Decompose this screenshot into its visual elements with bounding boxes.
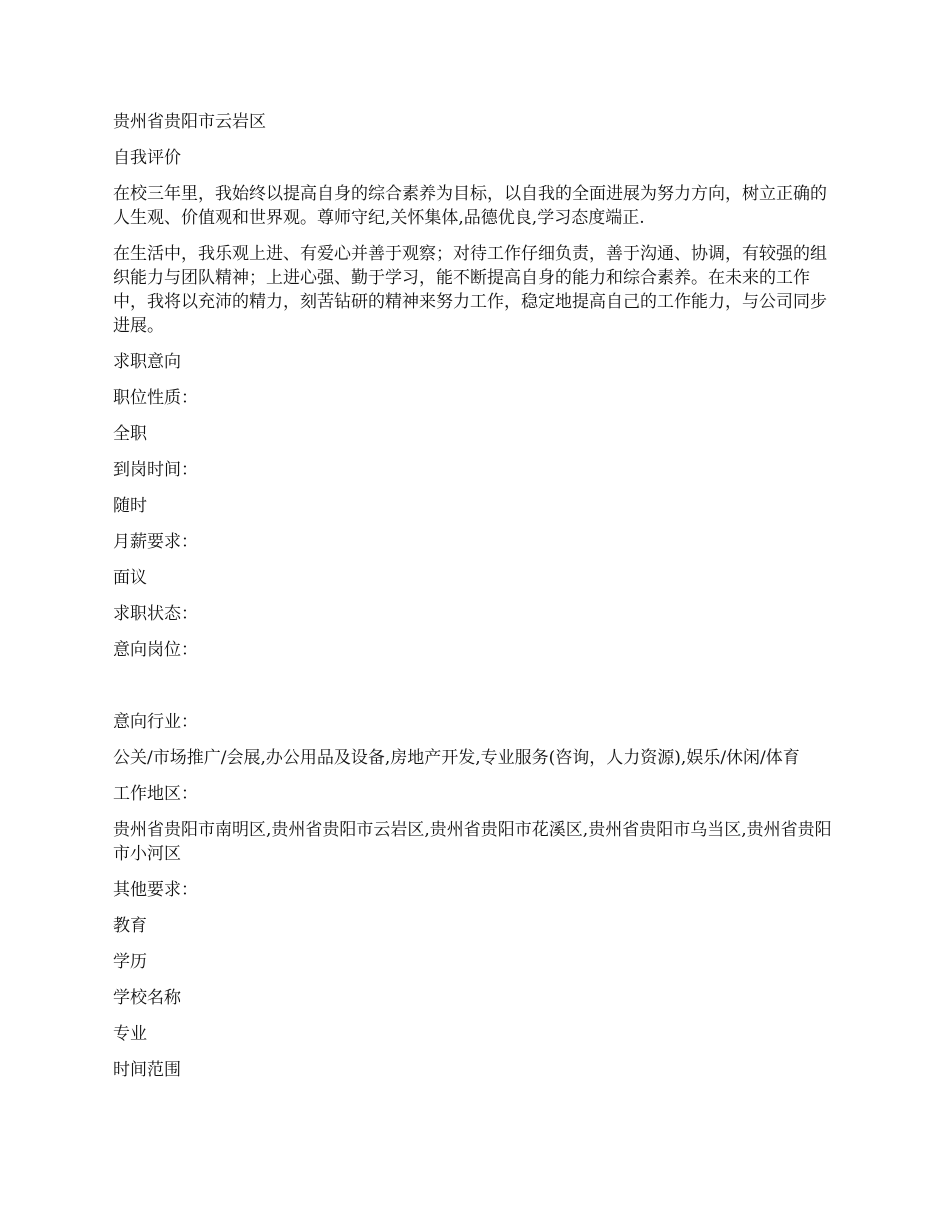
position-type-label: 职位性质： — [113, 388, 198, 408]
major-label: 专业 — [113, 1024, 147, 1044]
salary-value: 面议 — [113, 568, 147, 588]
degree-label: 学历 — [113, 952, 147, 972]
salary-label: 月薪要求： — [113, 532, 198, 552]
start-time-label: 到岗时间： — [113, 460, 198, 480]
time-range-label: 时间范围 — [113, 1060, 181, 1080]
school-name-label: 学校名称 — [113, 988, 181, 1008]
self-evaluation-paragraph-2: 在生活中，我乐观上进、有爱心并善于观察；对待工作仔细负责，善于沟通、协调，有较强的组织能力与团队精神；上进心强、勤于学习，能不断提高自身的能力和综合素养。在未来的工作中，我将以充沛的精力，刻苦钻研的精神来努力工作，稳定地提高自己的工作能力，与公司同步进展。 — [113, 244, 827, 336]
start-time-value: 随时 — [113, 496, 147, 516]
job-status-label: 求职状态： — [113, 604, 198, 624]
location-line: 贵州省贵阳市云岩区 — [113, 112, 266, 132]
work-area-value: 贵州省贵阳市南明区,贵州省贵阳市云岩区,贵州省贵阳市花溪区,贵州省贵阳市乌当区,贵州省贵阳市小河区 — [113, 820, 832, 864]
education-heading: 教育 — [113, 916, 147, 936]
work-area-label: 工作地区： — [113, 784, 198, 804]
document-page — [113, 110, 841, 1094]
intended-industry-label: 意向行业： — [113, 712, 198, 732]
intended-industry-value: 公关/市场推广/会展,办公用品及设备,房地产开发,专业服务(咨询，人力资源),娱乐/休闲/体育 — [113, 748, 800, 768]
other-requirements-label: 其他要求： — [113, 880, 198, 900]
job-intent-heading: 求职意向 — [113, 352, 181, 372]
position-type-value: 全职 — [113, 424, 147, 444]
blank-spacer — [113, 674, 841, 710]
intended-position-label: 意向岗位： — [113, 640, 198, 660]
self-evaluation-heading: 自我评价 — [113, 148, 181, 168]
self-evaluation-paragraph-1: 在校三年里，我始终以提高自身的综合素养为目标，以自我的全面进展为努力方向，树立正确的人生观、价值观和世界观。尊师守纪,关怀集体,品德优良,学习态度端正. — [113, 184, 827, 228]
